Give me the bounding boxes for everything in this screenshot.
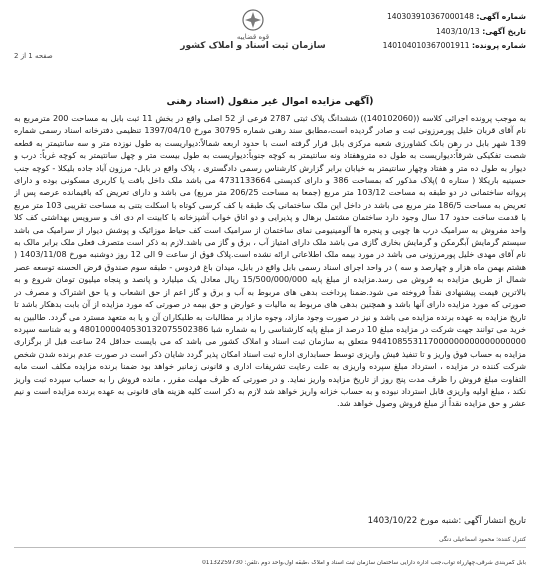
file-number-label: شماره پرونده: [472,41,526,50]
checker-name: کنترل کننده: محمود اسماعیلی دنگی [439,537,526,543]
organization-logo [178,8,328,66]
page-number: صفحه 1 از 2 [14,52,53,60]
ad-number-label: شماره آگهی: [476,12,526,21]
notice-body: به موجب پرونده اجرائی کلاسه ((140102060)) ششدانگ پلاک ثبتی 2787 فرعی از 52 اصلی واقع در بخش 11 ثبت بابل به مساحت 200 مترمربع به نام آقای قربان خلیل پورمرزونی ثبت و صادر گردیده است،مطابق سند رهنی شماره 30795 مورخ 1397/04/10 تنظیمی دفترخانه اسناد رسمی شماره 139 شهر بابل در رهن بانک کشاورزی شعبه مرکزی بابل قرار گرفته است با حدود اربعه شمالاً:دیواریست به طول نوزده متر و سه سانتیمتر به قطعه شصت تفکیکی شرقاً:دیواریست به طول ده متروهفتاد ونه سانتیمتر به کوچه جنوباً:دیواریست به طول بیست متر و چهل سانتیمتر به کوچه غرباً: درب و دیوار به طول ده متر و هفتاد وچهار سانتیمتر به خیابان برابر گزارش کارشناس رسمی دادگستری ، پلاک واقع در بابل- مرزون آباد جاده بلیکلا - کوچه جنب حسینیه باریکلا ( ستاره ۵ )پلاک مذکور که بمساحت 386 و دارای کدپستی 4731133664 می باشد ملک داخل بافت یا کاربری مسکونی بوده و دارای پروانه ساختمانی در دو طبقه به مساحت 103/12 متر مربع (جمعا به مساحت 206/25 متر مربع) می باشد و دارای تعریض که باقیمانده عرصه پس از تعریض به مساحت 186/5 متر مربع می باشد در داخل این ملک ساختمانی یک طبقه با کف کرسی کوتاه با اسکلت بتنی به مساحت تقریبی 103 متر مربع با قدمت ساخت حدود 17 سال وجود دارد ساختمان مشتمل برهال و پذیرایی و دو اتاق خواب آشپزخانه با کابینت ام دی اف و سرویس بهداشتی کف کلا واحد مفروش به سرامیک درب ها چوبی و پنجره ها آلومینیومی نمای ساختمان از سرامیک است کف حیاط موزائیک و پوشش دیوار از سرامیک می باشد سیستم گرمایش آبگرمکن و گرمایش بخاری گازی می باشد ملک دارای امتیاز آب ، برق و گاز می باشد.لازم به ذکر است متصرف فعلی ملک برابر مالک به نام آقای مهدی خلیل پورمرزونی می باشد در مورد بیمه ملک اطلاعاتی ارائه نشده است.پلاک فوق از ساعت 9 الی 12 روز دوشنبه مورخ 1403/11/08 ( هشتم بهمن ماه هزار و چهارصد و سه ) در واحد اجرای اسناد رسمی بابل واقع در بابل، میدان باغ فردوس - طبقه سوم صندوق قرض الحسنه توسعه عصر شمال از طریق مزایده به فروش می رسد.مزایده از مبلغ پایه 15/500/000/000 ریال معادل یک میلیارد و پانصد و پنجاه میلیون تومان شروع و به بالاترین قیمت پیشنهادی نقداً فروخته می شود.ضمنا پرداخت بدهی های مربوط به آب و برق و گاز اعم از حق انشعاب و یا حق اشتراک و مصرف در صورتی که مورد مزایده دارای آنها باشد و همچنین بدهی های مربوط به مالیات و عوارض و حق بیمه در صورتی که مورد مزایده از آن بابت بدهکار باشد تا تاریخ مزایده به عهده برنده مزایده می باشد و نیز در صورت وجود مازاد، وجوه مازاد بر مطالبات به طلبکاران آن و یا به متعهد مسترد می گردد. طالبین به خرید می توانند جهت شرکت در مزایده مبلغ 10 درصد از مبلغ پایه کارشناسی را به شماره شبا 4801000040530132075502386 و به شناسه سپرده 944108553117000000000000000000 متعلق به سازمان ثبت اسناد و املاک کشور می باشد که می بایست حداقل 24 ساعت قبل از برگزاری مزایده به حساب فوق واریز و تا تنفیذ فیش واریزی توسط حسابداری اداره ثبت اسناد امکان پذیر گردد شایان ذکر است در صورت عدم برنده شدن شخص شرکت کننده در مزایده ، استرداد مبلغ سپرده واریزی به علت رعایت تشریفات اداری و قانونی زمانبر خواهد بود ضمنا برنده مزایده مکلف است مابه التفاوت مبلغ فروش را ظرف مدت پنج روز از تاریخ مزایده واریز نماید. و در صورتی که ظرف مهلت مقرر ، مانده فروش را به حساب سپرده ثبت واریز نکند ، مبلغ اولیه واریزی قابل استرداد نبوده و به حساب خزانه واریز خواهد شد لازم به ذکر است کلیه هزینه های قانونی به عهده برنده مزایده است و نیم عشر و حق مزایده نقداً از مبلغ فروش وصول خواهد شد. [14,113,526,409]
ad-date-row [326,25,526,40]
file-number: 140104010367001911 [382,41,470,50]
judiciary-name: قوه قضاییه [236,33,270,41]
ad-date-label: تاریخ آگهی: [482,26,526,36]
office-address: بابل کمربندی شرقی،چهارراه تواب،جنب اداره دارایی ساختمان سازمان ثبت اسناد و املاک ،طبقه اول،واحد دوم ،تلفن: 01132259730 [202,560,526,566]
organization-name: سازمان ثبت اسناد و املاک کشور [180,41,326,51]
ad-date: 1403/10/13 [436,26,480,36]
footer-divider [14,547,526,548]
notice-metadata [326,10,526,54]
notice-title: (آگهی مزایده اموال غیر منقول (اسناد رهنی [166,96,374,107]
ad-number: 140303910367000148 [386,12,474,21]
file-number-row [326,39,526,54]
publication-date: تاریخ انتشار آگهی :شنبه مورخ 1403/10/22 [367,516,526,526]
emblem-icon [241,8,265,32]
ad-number-row [326,10,526,25]
